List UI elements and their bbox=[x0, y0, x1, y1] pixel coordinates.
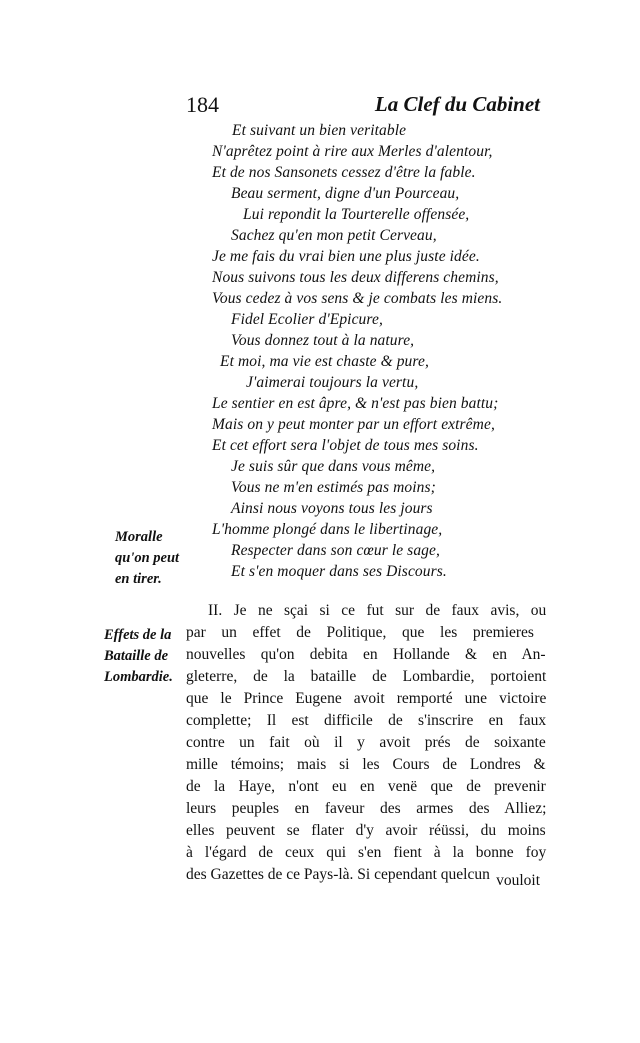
verse-line: Je me fais du vrai bien une plus juste idée. bbox=[212, 248, 480, 265]
margin-note-battle bbox=[104, 625, 173, 688]
verse-line: Ainsi nous voyons tous les jours bbox=[231, 500, 433, 517]
verse-line: Et cet effort sera l'objet de tous mes soins. bbox=[212, 437, 479, 454]
prose-line: mille témoins; mais si les Cours de Londres & bbox=[186, 756, 546, 773]
verse-line: Respecter dans son cœur le sage, bbox=[231, 542, 440, 559]
prose-line: elles peuvent se flater d'y avoir réüssi, du moins bbox=[186, 822, 546, 839]
verse-line: Je suis sûr que dans vous même, bbox=[231, 458, 436, 475]
verse-line: Et moi, ma vie est chaste & pure, bbox=[220, 353, 429, 370]
verse-line: Et de nos Sansonets cessez d'être la fable. bbox=[212, 164, 476, 181]
margin-note-line: Effets de la bbox=[104, 627, 172, 643]
verse-line: Sachez qu'en mon petit Cerveau, bbox=[231, 227, 437, 244]
prose-line: par un effet de Politique, que les premieres bbox=[186, 624, 534, 641]
margin-note-moral bbox=[115, 527, 179, 590]
prose-line: gleterre, de la bataille de Lombardie, portoient bbox=[186, 668, 547, 685]
verse-line: Vous cedez à vos sens & je combats les miens. bbox=[212, 290, 503, 307]
margin-note-line: Lombardie. bbox=[104, 669, 173, 685]
prose-line: leurs peuples en faveur des armes des Alliez; bbox=[186, 800, 547, 817]
verse-line: Nous suivons tous les deux differens chemins, bbox=[212, 269, 499, 286]
margin-note-line: Moralle bbox=[115, 529, 163, 545]
prose-line: contre un fait où il y avoit prés de soixante bbox=[186, 734, 546, 751]
running-title: La Clef du Cabinet bbox=[374, 92, 540, 116]
verse-line: Le sentier en est âpre, & n'est pas bien battu; bbox=[212, 395, 499, 412]
verse-line: J'aimerai toujours la vertu, bbox=[246, 374, 419, 391]
prose-line: à l'égard de ceux qui s'en fient à la bonne foy bbox=[186, 844, 547, 861]
verse-line: Beau serment, digne d'un Pourceau, bbox=[231, 185, 460, 202]
verse-line: Et s'en moquer dans ses Discours. bbox=[231, 563, 447, 580]
prose-line: que le Prince Eugene avoit remporté une victoire bbox=[186, 690, 547, 707]
prose-line: complette; Il est difficile de s'inscrire en faux bbox=[186, 712, 547, 729]
catchword: vouloit bbox=[496, 872, 540, 889]
prose-line: nouvelles qu'on debita en Hollande & en An- bbox=[186, 646, 546, 663]
verse-line: Et suivant un bien veritable bbox=[232, 122, 407, 139]
verse-line: Mais on y peut monter par un effort extrême, bbox=[212, 416, 495, 433]
margin-note-line: Bataille de bbox=[104, 648, 169, 664]
verse-line: Vous donnez tout à la nature, bbox=[231, 332, 415, 349]
prose-line: des Gazettes de ce Pays-là. Si cependant quelcun bbox=[186, 866, 490, 883]
page-header bbox=[186, 92, 546, 122]
margin-note-line: en tirer. bbox=[115, 571, 162, 587]
prose-line: II. Je ne sçai si ce fut sur de faux avis, ou bbox=[208, 602, 547, 619]
margin-note-line: qu'on peut bbox=[115, 550, 180, 566]
verse-line: Vous ne m'en estimés pas moins; bbox=[231, 479, 436, 496]
prose-line: de la Haye, n'ont eu en venë que de prevenir bbox=[186, 778, 546, 795]
verse-line: L'homme plongé dans le libertinage, bbox=[212, 521, 443, 538]
verse-line: Fidel Ecolier d'Epicure, bbox=[231, 311, 383, 328]
page-number: 184 bbox=[186, 92, 219, 117]
verse-line: Lui repondit la Tourterelle offensée, bbox=[243, 206, 470, 223]
verse-line: N'aprêtez point à rire aux Merles d'alentour, bbox=[212, 143, 493, 160]
